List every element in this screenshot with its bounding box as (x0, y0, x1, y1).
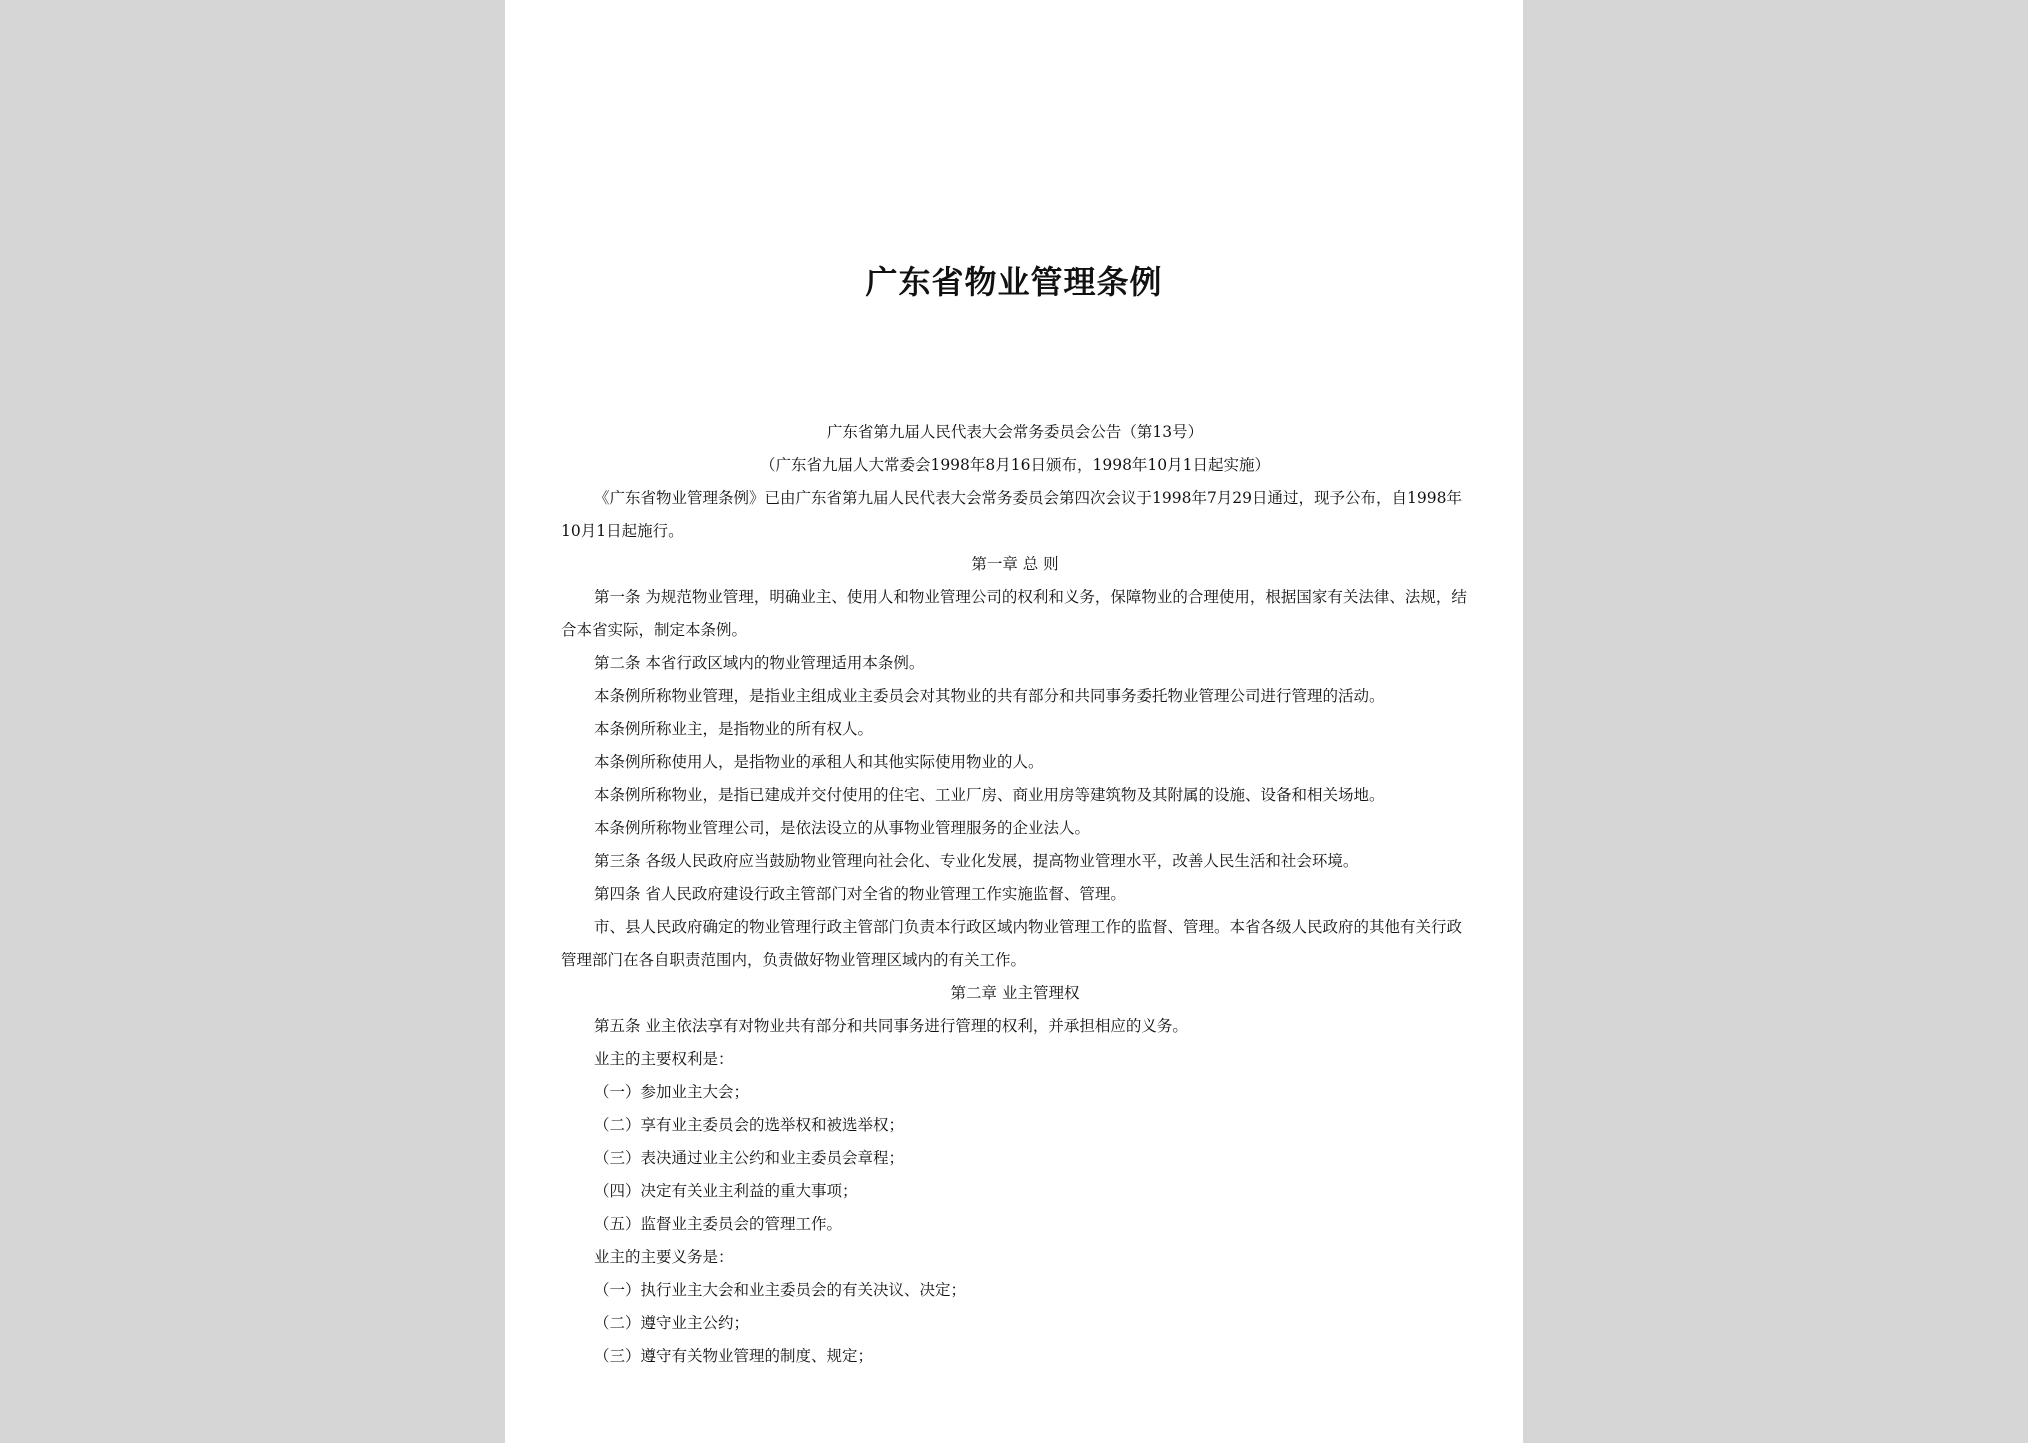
rights-item: （四）决定有关业主利益的重大事项； (594, 1182, 858, 1200)
article-4: 第四条 省人民政府建设行政主管部门对全省的物业管理工作实施监督、管理。 (594, 885, 1126, 903)
duties-item: （二）遵守业主公约； (594, 1314, 750, 1332)
promulgation-line: （广东省九届人大常委会1998年8月16日颁布，1998年10月1日起实施） (759, 456, 1271, 474)
article-1: 第一条 为规范物业管理，明确业主、使用人和物业管理公司的权利和义务，保障物业的合理使用，根据国家有关法律、法规，结合本省实际，制定本条例。 (561, 588, 1467, 639)
document-body (561, 416, 1469, 1373)
definition-property: 本条例所称物业，是指已建成并交付使用的住宅、工业厂房、商业用房等建筑物及其附属的设施、设备和相关场地。 (594, 786, 1385, 804)
article-2: 第二条 本省行政区域内的物业管理适用本条例。 (594, 654, 925, 672)
document-page (505, 0, 1523, 1443)
duties-item: （三）遵守有关物业管理的制度、规定； (594, 1347, 874, 1365)
rights-item: （一）参加业主大会； (594, 1083, 750, 1101)
chapter-heading: 第一章 总 则 (971, 555, 1059, 573)
article-5: 第五条 业主依法享有对物业共有部分和共同事务进行管理的权利，并承担相应的义务。 (594, 1017, 1188, 1035)
article-3: 第三条 各级人民政府应当鼓励物业管理向社会化、专业化发展，提高物业管理水平，改善人民生活和社会环境。 (594, 852, 1359, 870)
definition-company: 本条例所称物业管理公司，是依法设立的从事物业管理服务的企业法人。 (594, 819, 1091, 837)
document-title: 广东省物业管理条例 (865, 263, 1163, 301)
preamble-paragraph: 《广东省物业管理条例》已由广东省第九届人民代表大会常务委员会第四次会议于1998年7月29日通过，现予公布，自1998年10月1日起施行。 (561, 489, 1462, 540)
duties-item: （一）执行业主大会和业主委员会的有关决议、决定； (594, 1281, 967, 1299)
rights-item: （二）享有业主委员会的选举权和被选举权； (594, 1116, 905, 1134)
duties-intro: 业主的主要义务是： (594, 1248, 734, 1266)
chapter-heading: 第二章 业主管理权 (950, 984, 1080, 1002)
rights-intro: 业主的主要权利是： (594, 1050, 734, 1068)
definition-management: 本条例所称物业管理，是指业主组成业主委员会对其物业的共有部分和共同事务委托物业管理公司进行管理的活动。 (594, 687, 1385, 705)
announcement-line: 广东省第九届人民代表大会常务委员会公告（第13号） (826, 423, 1204, 441)
article-4-paragraph-2: 市、县人民政府确定的物业管理行政主管部门负责本行政区域内物业管理工作的监督、管理。本省各级人民政府的其他有关行政管理部门在各自职责范围内，负责做好物业管理区域内的有关工作。 (561, 918, 1463, 969)
definition-owner: 本条例所称业主，是指物业的所有权人。 (594, 720, 874, 738)
rights-item: （五）监督业主委员会的管理工作。 (594, 1215, 843, 1233)
definition-user: 本条例所称使用人，是指物业的承租人和其他实际使用物业的人。 (594, 753, 1044, 771)
rights-item: （三）表决通过业主公约和业主委员会章程； (594, 1149, 905, 1167)
